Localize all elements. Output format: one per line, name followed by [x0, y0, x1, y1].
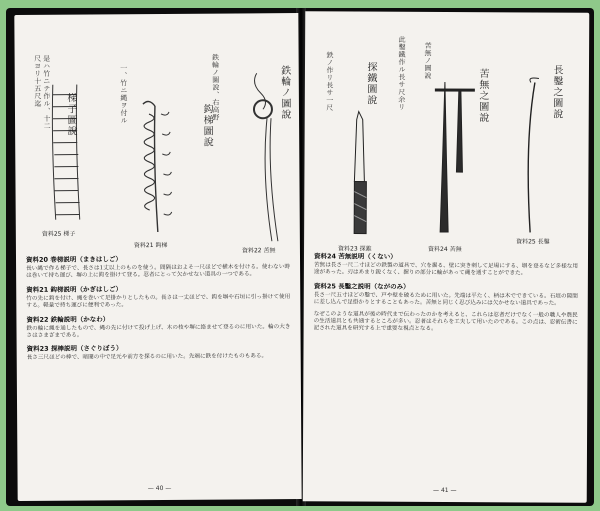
probe-drawing: [354, 112, 367, 234]
left-figure-caption-3: 資料22 苦無: [241, 247, 276, 255]
left-entries: [26, 253, 291, 367]
entry: [314, 281, 578, 308]
left-figure-caption-1: 資料25 梯子: [41, 230, 76, 238]
entry-body: 鉄の輪に縄を通したもので、縄の先に付けて投げ上げ、木の枝や塀に絡ませて登るのに用いた。輪の大きさはさまざまである。: [26, 323, 291, 339]
left-figure-caption-2: 資料21 鈎梯: [133, 241, 168, 250]
entry-title: 資料24 苦無説明（くない）: [313, 252, 397, 261]
left-figure-heading-3: 鉄輪ノ圖說: [278, 65, 291, 121]
right-figure-heading-1: 探鐵圖說: [364, 61, 377, 106]
iron-ring-drawing: [254, 73, 278, 241]
right-page: [303, 11, 590, 502]
left-drawings: [14, 13, 300, 255]
entry: [26, 253, 290, 281]
open-book: [6, 8, 594, 506]
left-page-number: — 40 —: [147, 484, 172, 493]
chisel-drawing: [528, 78, 539, 233]
kunai-drawing: [434, 82, 475, 232]
left-illustrations: [14, 13, 300, 255]
right-entries: [314, 251, 578, 338]
left-side-note-2: 鉄輪ノ圖說、右高野: [211, 53, 221, 122]
entry-title: 資料20 巻梯説明（まきはしご）: [25, 255, 122, 264]
left-figure-heading-2: 鈎梯圖說: [200, 103, 213, 148]
entry-title: 資料25 長鑿之説明（ながのみ）: [313, 282, 410, 291]
right-page-number: — 41 —: [433, 486, 457, 495]
right-side-note-2: 苦無ノ圖說: [423, 41, 433, 80]
right-side-note-1: 此鑿鐵作ル長サ尺余リ: [397, 35, 407, 111]
entry-title: 資料21 鈎梯説明（かぎはしご）: [26, 285, 123, 294]
entry-body: 竹の先に鈎を付け、縄を巻いて足掛かりとしたもの。長さは一丈ほどで、鈎を塀や石垣に引っ掛けて使用する。軽量で持ち運びに便利であった。: [26, 293, 291, 310]
right-drawings: [304, 11, 589, 252]
left-page: [14, 13, 301, 501]
entry: [314, 251, 578, 278]
entry-body: 長さ一尺五寸ほどの鑿で、戸や壁を破るために用いた。先端は平たく、柄は木でできている。石垣の隙間に差し込んで足掛かりとすることもあった。苦無と同じく忍び込みには欠かせない道具であった。: [313, 292, 578, 307]
right-figure-heading-2: 苦無之圖說: [476, 68, 488, 124]
entry-body: なぜこのような道具が後の時代まで伝わったのかを考えると、これらは忍者だけでなく一般の職人や農民の生活道具とも共通するところが多い。忍者はそれらを工夫して用いたのである。この点は、忍術伝書に記された道具を研究する上で重要な視点となる。: [313, 310, 578, 333]
entry-body: 長さ三尺ほどの棒で、暗闇の中で足元や前方を探るのに用いた。先端に鉄を付けたものもある。: [26, 353, 268, 362]
right-figure-heading-3: 長鑿之圖說: [550, 64, 563, 120]
left-side-note-1: 是ハ竹ニテ作ル、十二尺ヨリ十五尺迄: [33, 54, 52, 130]
right-figure-caption-2: 資料24 苦無: [428, 245, 462, 254]
entry: [27, 343, 291, 363]
right-figure-caption-3: 資料25 長鑿: [516, 238, 550, 246]
right-illustrations: [304, 11, 589, 252]
entry-title: 資料22 鉄輪説明（かなわ）: [26, 314, 110, 324]
right-figure-caption-1: 資料23 探錐: [338, 245, 372, 253]
entry-body: 苦無は長さ一尺二寸ほどの鉄製の道具で、穴を掘る、壁に突き刺して足場にする、塀を登るなど多様な用途があった。刃はあまり鋭くなく、握りの部分に輪があって縄を通すことができた。: [313, 262, 578, 277]
left-figure-heading-1: 梯子圖說: [64, 92, 77, 137]
entry-title: 資料23 探棒説明（さぐりぼう）: [26, 344, 123, 354]
left-side-note-3: 一、竹ニ縄ヲ付ル: [119, 64, 129, 125]
hook-ladder-drawing: [143, 101, 172, 232]
entry-body: 長い縄で作る梯子で、長さは1丈以上のものを使う。間隔はおよそ一尺ほどで横木を付ける。使わない時は巻いて持ち運び、塀の上に鈎を掛けて登る。忍者にとって欠かせない道具の一つである。: [26, 264, 291, 280]
entry: [314, 311, 578, 335]
entry: [26, 313, 290, 341]
entry: [26, 283, 290, 311]
right-side-note-3: 鉄ノ作リ長サ一尺: [325, 51, 335, 112]
